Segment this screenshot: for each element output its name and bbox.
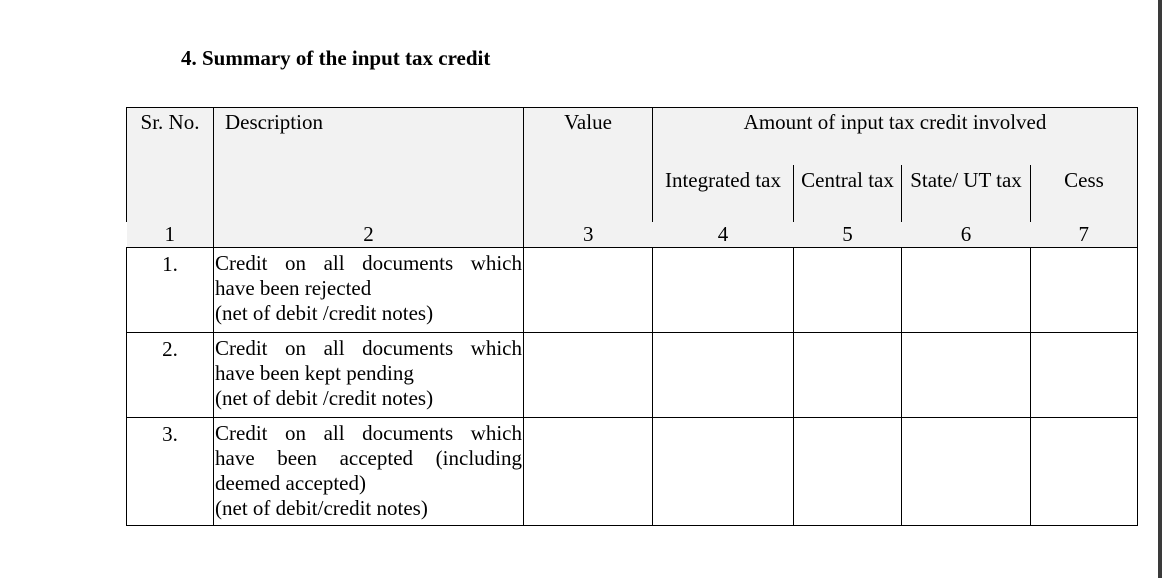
row-cess-cell (1031, 333, 1138, 418)
header-row-sub (127, 165, 1138, 222)
row-sr-no: 2. (127, 333, 214, 418)
row-state-ut-tax-cell (902, 418, 1031, 526)
header-sr-no: Sr. No. (127, 108, 214, 166)
row-cess-cell (1031, 248, 1138, 333)
row-integrated-tax-cell (653, 248, 794, 333)
row-value-cell (524, 333, 653, 418)
input-tax-credit-summary-table (126, 107, 1138, 526)
column-number-5: 5 (794, 222, 902, 248)
section-title: 4. Summary of the input tax credit (181, 46, 491, 70)
description-line: Credit on all documents which (215, 336, 522, 360)
description-line: (net of debit/credit notes) (215, 496, 428, 520)
header-integrated-tax: Integrated tax (653, 165, 794, 222)
column-number-4: 4 (653, 222, 794, 248)
header-value: Value (524, 108, 653, 166)
row-description (214, 248, 524, 333)
row-central-tax-cell (794, 333, 902, 418)
header-row-top (127, 108, 1138, 166)
description-line: (net of debit /credit notes) (215, 386, 434, 410)
row-cess-cell (1031, 418, 1138, 526)
row-integrated-tax-cell (653, 418, 794, 526)
description-line: Credit on all documents which (215, 421, 522, 445)
column-number-2: 2 (214, 222, 524, 248)
description-line: have been kept pending (215, 361, 414, 385)
table-row (127, 248, 1138, 333)
header-description: Description (214, 108, 524, 166)
row-description (214, 333, 524, 418)
row-state-ut-tax-cell (902, 333, 1031, 418)
row-state-ut-tax-cell (902, 248, 1031, 333)
column-number-row (127, 222, 1138, 248)
header-central-tax: Central tax (794, 165, 902, 222)
row-sr-no: 3. (127, 418, 214, 526)
header-cess: Cess (1031, 165, 1138, 222)
description-line: Credit on all documents which (215, 251, 522, 275)
header-value-spacer (524, 165, 653, 222)
description-line: (net of debit /credit notes) (215, 301, 434, 325)
row-central-tax-cell (794, 418, 902, 526)
column-number-6: 6 (902, 222, 1031, 248)
row-sr-no: 1. (127, 248, 214, 333)
table-row (127, 333, 1138, 418)
table-row (127, 418, 1138, 526)
header-state-ut-tax: State/ UT tax (902, 165, 1031, 222)
column-number-3: 3 (524, 222, 653, 248)
column-number-1: 1 (127, 222, 214, 248)
description-line: deemed accepted) (215, 471, 366, 495)
header-sr-no-spacer (127, 165, 214, 222)
row-central-tax-cell (794, 248, 902, 333)
header-description-spacer (214, 165, 524, 222)
window-edge (1158, 0, 1162, 578)
row-integrated-tax-cell (653, 333, 794, 418)
header-amount-group: Amount of input tax credit involved (653, 108, 1138, 166)
description-line: have been accepted (including (215, 446, 522, 470)
row-value-cell (524, 418, 653, 526)
row-value-cell (524, 248, 653, 333)
row-description (214, 418, 524, 526)
description-line: have been rejected (215, 276, 372, 300)
column-number-7: 7 (1031, 222, 1138, 248)
